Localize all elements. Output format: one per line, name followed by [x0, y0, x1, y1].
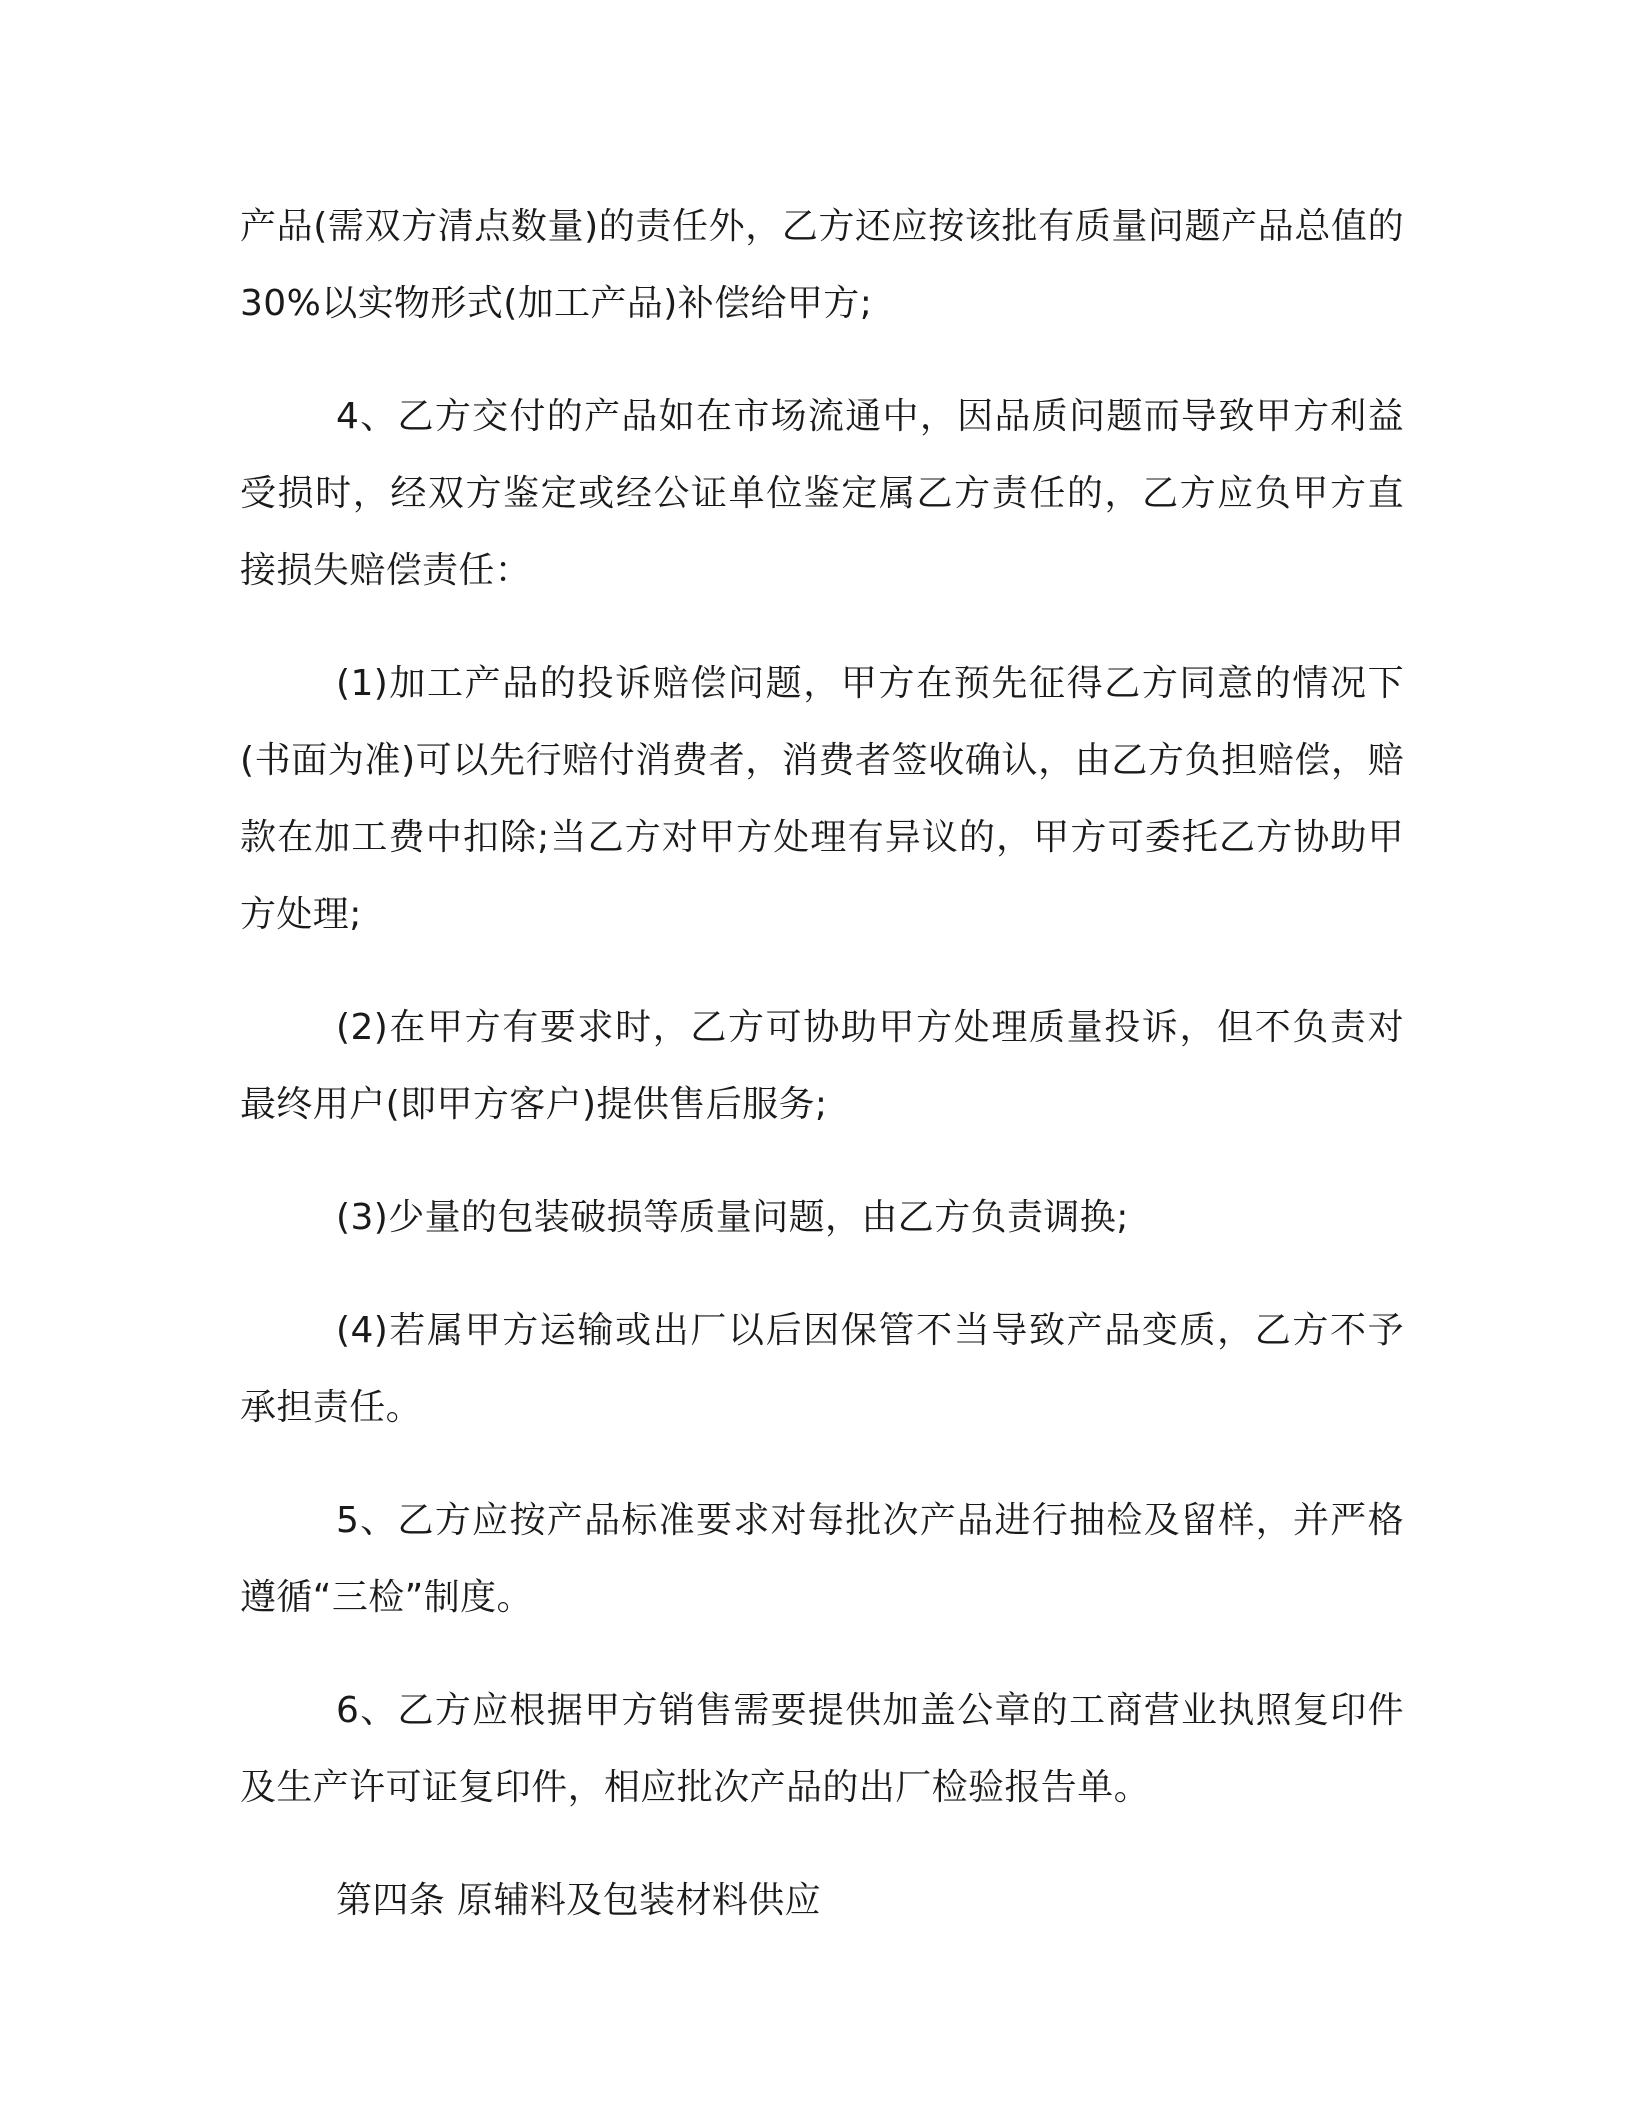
paragraph-clause-6: 6、乙方应根据甲方销售需要提供加盖公章的工商营业执照复印件及生产许可证复印件，相应批次产品的出厂检验报告单。 [240, 1690, 1404, 1808]
paragraph-clause-5: 5、乙方应按产品标准要求对每批次产品进行抽检及留样，并严格遵循“三检”制度。 [240, 1500, 1404, 1618]
paragraph-clause-4-item-2: (2)在甲方有要求时，乙方可协助甲方处理质量投诉，但不负责对最终用户(即甲方客户)提供售后服务; [240, 1007, 1404, 1125]
paragraph-clause-4-item-3: (3)少量的包装破损等质量问题，由乙方负责调换; [336, 1197, 1129, 1238]
paragraph-clause-4-item-4: (4)若属甲方运输或出厂以后因保管不当导致产品变质，乙方不予承担责任。 [240, 1310, 1404, 1428]
paragraph-compensation-continuation: 产品(需双方清点数量)的责任外，乙方还应按该批有质量问题产品总值的 30%以实物形式(加工产品)补偿给甲方; [240, 206, 1404, 324]
paragraph-clause-4-item-1: (1)加工产品的投诉赔偿问题，甲方在预先征得乙方同意的情况下(书面为准)可以先行赔付消费者，消费者签收确认，由乙方负担赔偿，赔款在加工费中扣除;当乙方对甲方处理有异议的，甲方可委托乙方协助甲方处理; [240, 663, 1404, 935]
section-heading-article-4: 第四条 原辅料及包装材料供应 [336, 1880, 822, 1921]
paragraph-clause-4: 4、乙方交付的产品如在市场流通中，因品质问题而导致甲方利益受损时，经双方鉴定或经公证单位鉴定属乙方责任的，乙方应负甲方直接损失赔偿责任： [240, 396, 1404, 591]
document-body [240, 188, 1404, 1939]
